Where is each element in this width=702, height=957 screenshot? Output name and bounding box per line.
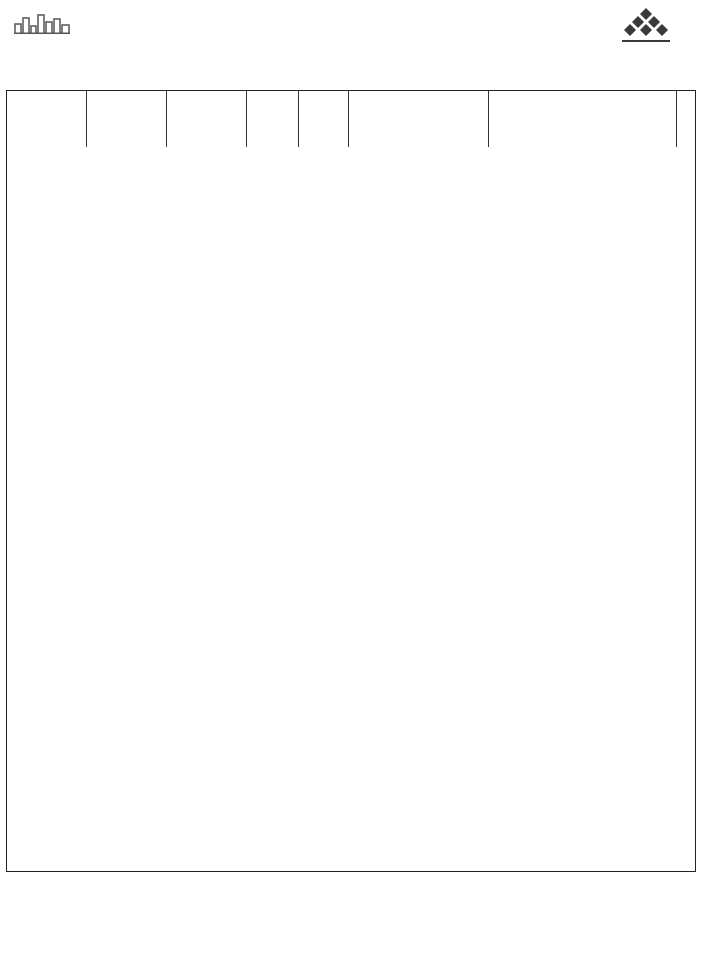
col-header-submit-deadline [87, 91, 167, 147]
col-header-area [247, 91, 299, 147]
table-header-row [7, 91, 695, 147]
skyline-icon [14, 12, 70, 34]
col-header-buy-deadline [167, 91, 247, 147]
col-header-price [299, 91, 349, 147]
jazan-municipality-logo [594, 6, 694, 86]
footer-app-line [4, 924, 698, 952]
col-header-index [677, 91, 695, 147]
municipality-emblem-icon [618, 6, 674, 44]
opportunities-table [6, 90, 696, 872]
ad-header [0, 0, 702, 92]
col-header-open-date [7, 91, 87, 147]
col-header-name [489, 91, 677, 147]
furas-logo [6, 8, 106, 84]
col-header-id [349, 91, 489, 147]
